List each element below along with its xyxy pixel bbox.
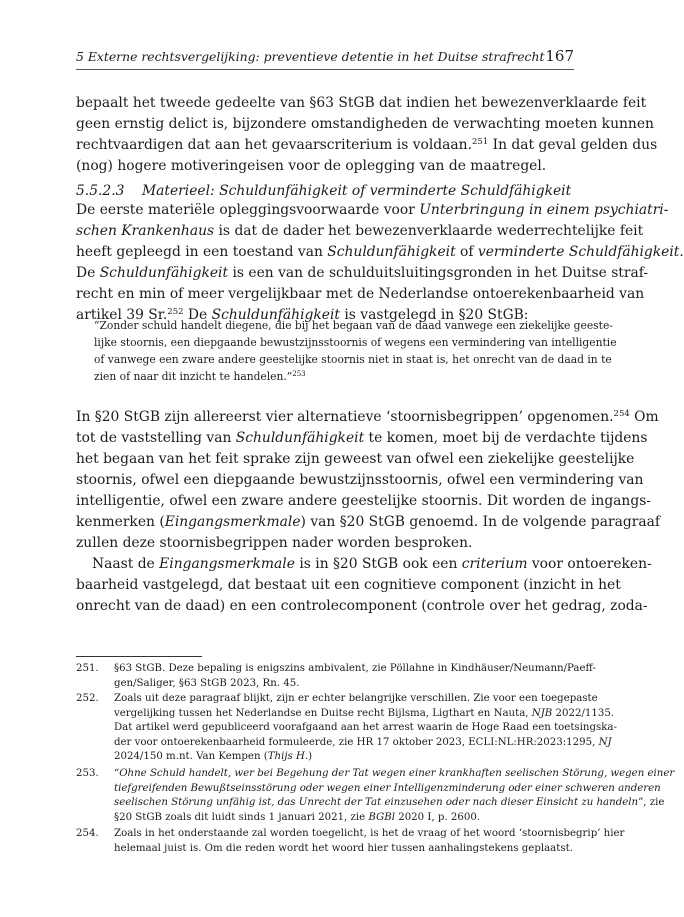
text-line: Naast de Eingangsmerkmale is in §20 StGB ook een criterium voor ontoereken- bbox=[92, 556, 652, 572]
text-line: intelligentie, ofwel een zware andere geestelijke stoornis. Dit worden de ingangs- bbox=[76, 493, 651, 509]
section-number: 5.5.2.3 bbox=[76, 183, 125, 199]
footnote-line: 2024/150 m.nt. Van Kempen (Thijs H.) bbox=[114, 751, 313, 763]
footnote-line: tiefgreifenden Bewußtseinsstörung oder wegen einer Intelligenzminderung oder einer schweren anderen bbox=[114, 782, 661, 794]
footnote-ref-254[interactable]: 254 bbox=[613, 409, 630, 419]
text-line: kenmerken (Eingangsmerkmale) van §20 StGB genoemd. In de volgende paragraaf bbox=[76, 514, 660, 530]
footnote-number: 253. bbox=[76, 768, 99, 779]
section-title: Materieel: Schuldunfähigkeit of verminderte Schuldfähigkeit bbox=[142, 183, 572, 199]
header-rule bbox=[76, 69, 574, 70]
footnote-ref-252[interactable]: 252 bbox=[167, 307, 184, 317]
footnote-separator bbox=[76, 656, 202, 657]
text-line: bepaalt het tweede gedeelte van §63 StGB dat indien het bewezenverklaarde feit bbox=[76, 95, 647, 111]
text-line: rechtvaardigen dat aan het gevaarscriterium is voldaan.$^{251}$ In dat geval gelden dus bbox=[76, 137, 658, 153]
footnote-line: Zoals uit deze paragraaf blijkt, zijn er echter belangrijke verschillen. Zie voor een toegepaste bbox=[114, 693, 598, 704]
text-line: artikel 39 Sr.$^{252}$ De Schuldunfähigkeit is vastgelegd in §20 StGB: bbox=[76, 307, 529, 323]
text-line: schen Krankenhaus is dat de dader het bewezenverklaarde wederrechtelijke feit bbox=[76, 223, 644, 239]
section-heading bbox=[76, 183, 571, 199]
footnote-line: §63 StGB. Deze bepaling is enigszins ambivalent, zie Pöllahne in Kindhäuser/Neumann/Paeff- bbox=[114, 663, 596, 674]
text-line: recht en min of meer vergelijkbaar met de Nederlandse ontoerekenbaarheid van bbox=[76, 286, 645, 302]
text-line: zullen deze stoornisbegrippen nader worden besproken. bbox=[76, 535, 473, 551]
chapter-title: 5 Externe rechtsvergelijking: preventieve detentie in het Duitse strafrecht bbox=[76, 49, 545, 64]
text-line: De Schuldunfähigkeit is een van de schulduitsluitingsgronden in het Duitse straf- bbox=[76, 265, 649, 281]
footnote-line: vergelijking tussen het Nederlandse en Duitse recht Bijlsma, Ligthart en Nauta, NJB 2022/1135. bbox=[114, 707, 615, 719]
footnote-line: helemaal juist is. Om die reden wordt het woord hier tussen aanhalingstekens geplaatst. bbox=[114, 842, 573, 854]
footnote-line: §20 StGB zoals dit luidt sinds 1 januari 2021, zie BGBl 2020 I, p. 2600. bbox=[114, 811, 481, 823]
quote-line: lijke stoornis, een diepgaande bewustzijnsstoornis of wegens een vermindering van intelligentie bbox=[94, 336, 617, 349]
text-line: baarheid vastgelegd, dat bestaat uit een cognitieve component (inzicht in het bbox=[76, 577, 621, 593]
page-number: 167 bbox=[545, 47, 574, 65]
footnote-number: 254. bbox=[76, 828, 99, 839]
footnote-line: Dat artikel werd gepubliceerd voorafgaand aan het arrest waarin de Hoge Raad een toetsingska- bbox=[114, 722, 617, 734]
running-header bbox=[76, 47, 574, 69]
footnote-line: seelischen Störung unfähig ist, das Unrecht der Tat einzusehen oder nach dieser Einsicht zu handeln”, zie bbox=[114, 797, 665, 809]
footnote-line: der voor ontoerekenbaarheid formuleerde, zie HR 17 oktober 2023, ECLI:NL:HR:2023:1295, NJ bbox=[114, 736, 612, 748]
text-line: De eerste materiële opleggingsvoorwaarde voor Unterbringung in einem psychiatri- bbox=[76, 202, 669, 218]
text-line: geen ernstig delict is, bijzondere omstandigheden de verwachting moeten kunnen bbox=[76, 116, 654, 132]
text-line: stoornis, ofwel een diepgaande bewustzijnsstoornis, ofwel een vermindering van bbox=[76, 472, 644, 488]
quote-line: of vanwege een zware andere geestelijke stoornis niet in staat is, het onrecht van de daad in te bbox=[94, 353, 612, 366]
text-line: tot de vaststelling van Schuldunfähigkeit te komen, moet bij de verdachte tijdens bbox=[76, 430, 648, 446]
footnote-ref-253[interactable]: 253 bbox=[292, 370, 306, 378]
quote-line: “Zonder schuld handelt diegene, die bij het begaan van de daad vanwege een ziekelijke geeste- bbox=[94, 319, 613, 332]
text-line: het begaan van het feit sprake zijn geweest van ofwel een ziekelijke geestelijke bbox=[76, 451, 635, 467]
footnote-line: “Ohne Schuld handelt, wer bei Begehung der Tat wegen einer krankhaften seelischen Störung, wegen einer bbox=[114, 768, 675, 779]
text-line: In §20 StGB zijn allereerst vier alternatieve ‘stoornisbegrippen’ opgenomen.$^{254}$ Om bbox=[76, 409, 659, 425]
footnote-line: Zoals in het onderstaande zal worden toegelicht, is het de vraag of het woord ‘stoornisbegrip’ hier bbox=[114, 828, 625, 839]
text-line: onrecht van de daad) en een controlecomponent (controle over het gedrag, zoda- bbox=[76, 598, 648, 614]
footnote-line: gen/Saliger, §63 StGB 2023, Rn. 45. bbox=[114, 677, 300, 689]
text-line: heeft gepleegd in een toestand van Schuldunfähigkeit of verminderte Schuldfähigkeit. bbox=[76, 244, 684, 260]
footnote-number: 251. bbox=[76, 663, 99, 674]
footnote-number: 252. bbox=[76, 693, 99, 704]
footnote-ref-251[interactable]: 251 bbox=[471, 137, 489, 147]
quote-line: zien of naar dit inzicht te handelen.”$^{253}$ bbox=[94, 370, 306, 383]
text-line: (nog) hogere motiveringeisen voor de oplegging van de maatregel. bbox=[76, 158, 547, 174]
